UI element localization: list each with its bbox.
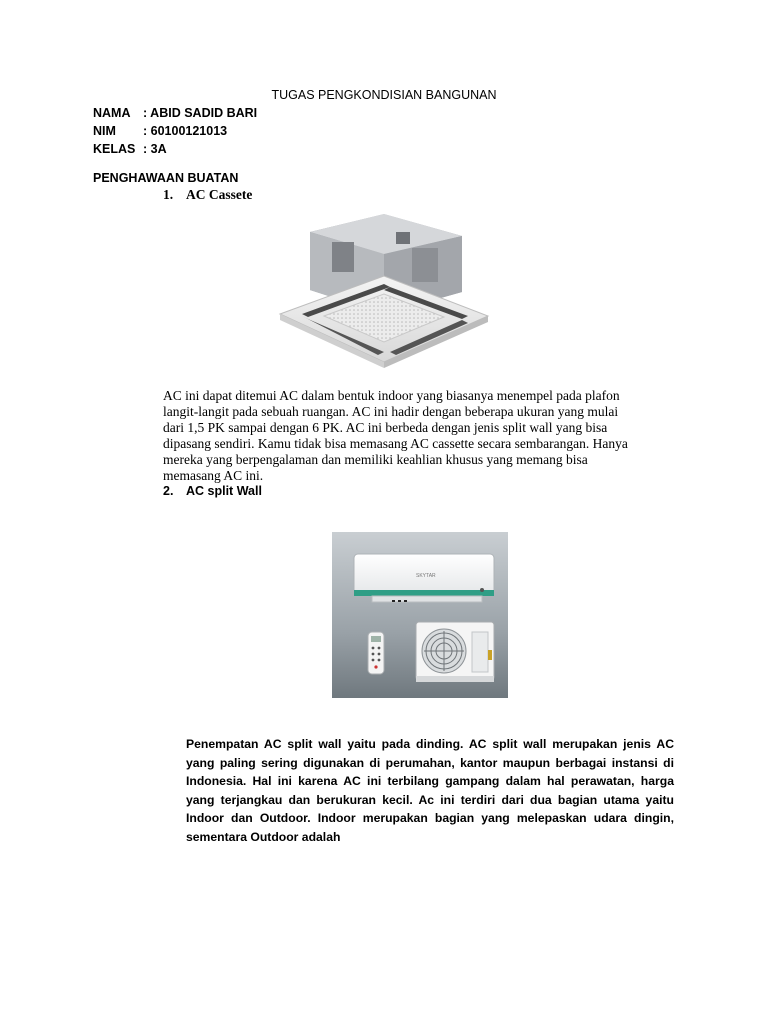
document-title: TUGAS PENGKONDISIAN BANGUNAN [271,88,497,102]
item-paragraph-ac-cassete: AC ini dapat ditemui AC dalam bentuk indoor yang biasanya menempel pada plafon langit-langit pada sebuah ruangan. AC ini hadir dengan beberapa ukuran yang mulai dari 1,5 PK sampai dengan 6 PK. AC ini berbeda dengan jenis split wall yang bisa dipasang sendiri. Kamu tidak bisa memasang AC cassette secara sembarangan. Hanya mereka yang berpengalaman dan memiliki keahlian khusus yang memang bisa memasang AC ini. [163,388,628,483]
info-row-nim [93,124,227,138]
ceiling-cassette-ac-icon [272,192,496,372]
info-value: 60100121013 [150,124,228,138]
info-sep: : [143,106,151,120]
info-value: ABID SADID BARI [150,106,258,120]
item-heading-ac-split-wall [163,484,262,498]
split-wall-ac-icon [332,532,508,698]
item-number: 1. [163,187,174,202]
info-value: 3A [150,142,167,156]
info-key: NIM [93,124,116,138]
info-row-name [93,106,257,120]
unit-brand: SKYTAR [416,573,436,579]
info-row-kelas [93,142,167,156]
item-heading-text: AC Cassete [186,187,253,202]
info-key: KELAS [93,142,136,156]
section-title: PENGHAWAAN BUATAN [93,171,239,185]
item-paragraph-ac-split-wall: Penempatan AC split wall yaitu pada dinding. AC split wall merupakan jenis AC yang paling sering digunakan di perumahan, kantor maupun berbagai instansi di Indonesia. Hal ini karena AC ini terbilang gampang dalam hal perawatan, harga yang terjangkau dan berukuran kecil. Ac ini terdiri dari dua bagian utama yaitu Indoor dan Outdoor. Indoor merupakan bagian yang melepaskan udara dingin, sementara Outdoor adalah [186,737,674,844]
item-heading-text: AC split Wall [186,484,262,498]
item-number: 2. [163,484,174,498]
info-key: NAMA [93,106,131,120]
info-sep: : [143,142,151,156]
info-sep: : [143,124,151,138]
item-heading-ac-cassete [163,187,252,203]
